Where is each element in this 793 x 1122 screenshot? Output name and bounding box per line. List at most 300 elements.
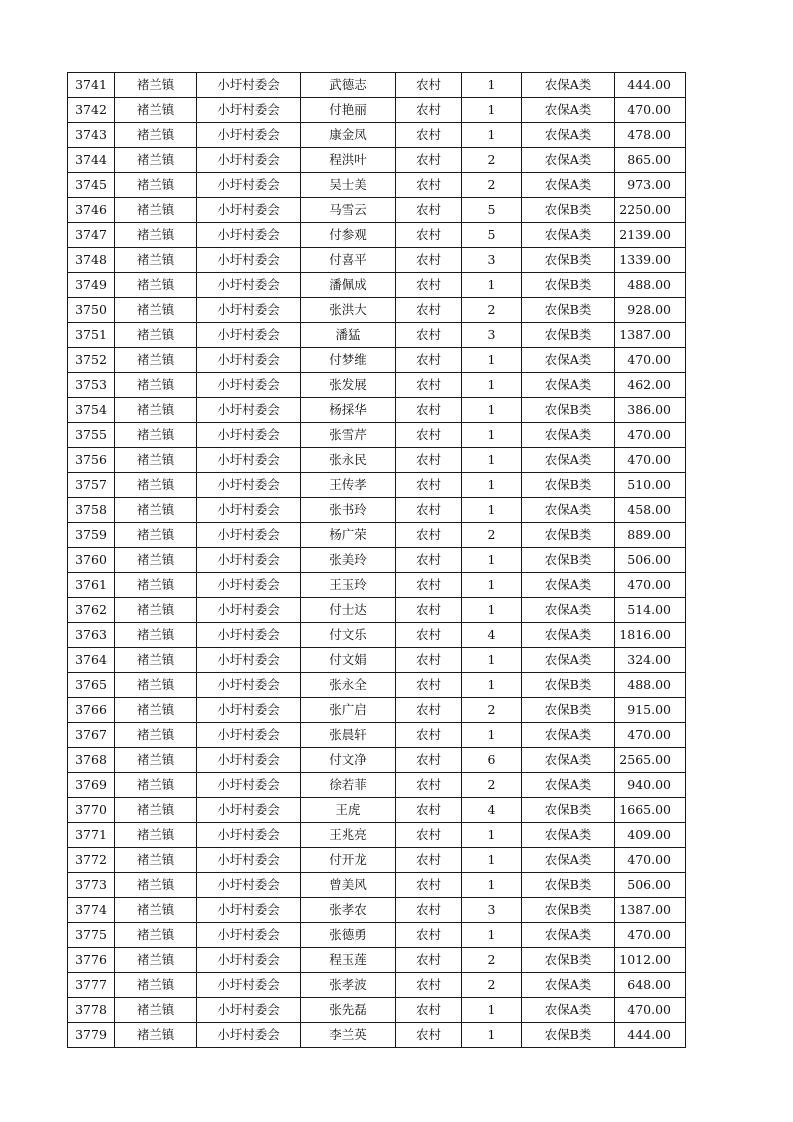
household-size-cell: 1 xyxy=(462,598,522,623)
town-cell: 褚兰镇 xyxy=(115,823,197,848)
serial-cell: 3741 xyxy=(68,73,115,98)
household-size-cell: 1 xyxy=(462,98,522,123)
village-committee-cell: 小圩村委会 xyxy=(197,898,301,923)
household-size-cell: 1 xyxy=(462,998,522,1023)
serial-cell: 3779 xyxy=(68,1023,115,1048)
household-size-cell: 3 xyxy=(462,898,522,923)
household-size-cell: 1 xyxy=(462,723,522,748)
insurance-category-cell: 农保B类 xyxy=(522,523,615,548)
name-cell: 张发展 xyxy=(301,373,396,398)
amount-cell: 386.00 xyxy=(615,398,686,423)
village-committee-cell: 小圩村委会 xyxy=(197,448,301,473)
town-cell: 褚兰镇 xyxy=(115,373,197,398)
table-row xyxy=(68,498,686,523)
amount-cell: 470.00 xyxy=(615,723,686,748)
insurance-category-cell: 农保A类 xyxy=(522,223,615,248)
village-committee-cell: 小圩村委会 xyxy=(197,523,301,548)
serial-cell: 3765 xyxy=(68,673,115,698)
village-committee-cell: 小圩村委会 xyxy=(197,648,301,673)
name-cell: 付文娟 xyxy=(301,648,396,673)
amount-cell: 470.00 xyxy=(615,848,686,873)
serial-cell: 3757 xyxy=(68,473,115,498)
name-cell: 张德勇 xyxy=(301,923,396,948)
area-type-cell: 农村 xyxy=(396,723,462,748)
table-row xyxy=(68,573,686,598)
insurance-category-cell: 农保B类 xyxy=(522,948,615,973)
area-type-cell: 农村 xyxy=(396,948,462,973)
area-type-cell: 农村 xyxy=(396,273,462,298)
area-type-cell: 农村 xyxy=(396,223,462,248)
table-row xyxy=(68,823,686,848)
household-size-cell: 1 xyxy=(462,923,522,948)
name-cell: 付士达 xyxy=(301,598,396,623)
town-cell: 褚兰镇 xyxy=(115,923,197,948)
town-cell: 褚兰镇 xyxy=(115,323,197,348)
village-committee-cell: 小圩村委会 xyxy=(197,148,301,173)
town-cell: 褚兰镇 xyxy=(115,198,197,223)
area-type-cell: 农村 xyxy=(396,1023,462,1048)
area-type-cell: 农村 xyxy=(396,298,462,323)
area-type-cell: 农村 xyxy=(396,848,462,873)
serial-cell: 3754 xyxy=(68,398,115,423)
household-size-cell: 1 xyxy=(462,73,522,98)
village-committee-cell: 小圩村委会 xyxy=(197,173,301,198)
insurance-category-cell: 农保B类 xyxy=(522,398,615,423)
household-size-cell: 1 xyxy=(462,473,522,498)
household-size-cell: 1 xyxy=(462,398,522,423)
household-size-cell: 2 xyxy=(462,298,522,323)
insurance-category-cell: 农保B类 xyxy=(522,1023,615,1048)
name-cell: 张先磊 xyxy=(301,998,396,1023)
name-cell: 马雪云 xyxy=(301,198,396,223)
insurance-category-cell: 农保A类 xyxy=(522,498,615,523)
amount-cell: 2250.00 xyxy=(615,198,686,223)
area-type-cell: 农村 xyxy=(396,673,462,698)
insurance-category-cell: 农保B类 xyxy=(522,873,615,898)
insurance-category-cell: 农保A类 xyxy=(522,423,615,448)
town-cell: 褚兰镇 xyxy=(115,1023,197,1048)
area-type-cell: 农村 xyxy=(396,198,462,223)
village-committee-cell: 小圩村委会 xyxy=(197,798,301,823)
amount-cell: 1665.00 xyxy=(615,798,686,823)
amount-cell: 865.00 xyxy=(615,148,686,173)
village-committee-cell: 小圩村委会 xyxy=(197,1023,301,1048)
amount-cell: 940.00 xyxy=(615,773,686,798)
household-size-cell: 1 xyxy=(462,1023,522,1048)
table-row xyxy=(68,198,686,223)
insurance-category-cell: 农保B类 xyxy=(522,248,615,273)
village-committee-cell: 小圩村委会 xyxy=(197,198,301,223)
town-cell: 褚兰镇 xyxy=(115,698,197,723)
table-row xyxy=(68,623,686,648)
table-row xyxy=(68,873,686,898)
insurance-category-cell: 农保B类 xyxy=(522,298,615,323)
area-type-cell: 农村 xyxy=(396,148,462,173)
table-row xyxy=(68,898,686,923)
insurance-category-cell: 农保B类 xyxy=(522,673,615,698)
insurance-category-cell: 农保B类 xyxy=(522,273,615,298)
household-size-cell: 1 xyxy=(462,498,522,523)
amount-cell: 470.00 xyxy=(615,98,686,123)
household-size-cell: 4 xyxy=(462,798,522,823)
area-type-cell: 农村 xyxy=(396,323,462,348)
town-cell: 褚兰镇 xyxy=(115,723,197,748)
amount-cell: 915.00 xyxy=(615,698,686,723)
amount-cell: 510.00 xyxy=(615,473,686,498)
village-committee-cell: 小圩村委会 xyxy=(197,473,301,498)
town-cell: 褚兰镇 xyxy=(115,623,197,648)
insurance-category-cell: 农保B类 xyxy=(522,198,615,223)
town-cell: 褚兰镇 xyxy=(115,398,197,423)
town-cell: 褚兰镇 xyxy=(115,448,197,473)
name-cell: 张永全 xyxy=(301,673,396,698)
household-size-cell: 1 xyxy=(462,848,522,873)
serial-cell: 3759 xyxy=(68,523,115,548)
village-committee-cell: 小圩村委会 xyxy=(197,373,301,398)
household-size-cell: 2 xyxy=(462,148,522,173)
insurance-category-cell: 农保A类 xyxy=(522,723,615,748)
insurance-category-cell: 农保A类 xyxy=(522,173,615,198)
table-row xyxy=(68,398,686,423)
area-type-cell: 农村 xyxy=(396,373,462,398)
amount-cell: 1012.00 xyxy=(615,948,686,973)
table-row xyxy=(68,923,686,948)
serial-cell: 3761 xyxy=(68,573,115,598)
table-row xyxy=(68,848,686,873)
serial-cell: 3750 xyxy=(68,298,115,323)
insurance-category-cell: 农保B类 xyxy=(522,548,615,573)
household-size-cell: 1 xyxy=(462,573,522,598)
village-committee-cell: 小圩村委会 xyxy=(197,348,301,373)
amount-cell: 2139.00 xyxy=(615,223,686,248)
table-row xyxy=(68,1023,686,1048)
town-cell: 褚兰镇 xyxy=(115,498,197,523)
town-cell: 褚兰镇 xyxy=(115,73,197,98)
serial-cell: 3760 xyxy=(68,548,115,573)
name-cell: 杨广荣 xyxy=(301,523,396,548)
village-committee-cell: 小圩村委会 xyxy=(197,973,301,998)
amount-cell: 889.00 xyxy=(615,523,686,548)
amount-cell: 444.00 xyxy=(615,1023,686,1048)
area-type-cell: 农村 xyxy=(396,773,462,798)
amount-cell: 1816.00 xyxy=(615,623,686,648)
household-size-cell: 1 xyxy=(462,673,522,698)
table-row xyxy=(68,173,686,198)
table-row xyxy=(68,423,686,448)
table-row xyxy=(68,448,686,473)
town-cell: 褚兰镇 xyxy=(115,298,197,323)
area-type-cell: 农村 xyxy=(396,98,462,123)
area-type-cell: 农村 xyxy=(396,423,462,448)
amount-cell: 1339.00 xyxy=(615,248,686,273)
name-cell: 付喜平 xyxy=(301,248,396,273)
household-size-cell: 2 xyxy=(462,773,522,798)
area-type-cell: 农村 xyxy=(396,798,462,823)
area-type-cell: 农村 xyxy=(396,873,462,898)
area-type-cell: 农村 xyxy=(396,498,462,523)
insurance-category-cell: 农保A类 xyxy=(522,448,615,473)
table-row xyxy=(68,323,686,348)
name-cell: 康金凤 xyxy=(301,123,396,148)
area-type-cell: 农村 xyxy=(396,623,462,648)
household-size-cell: 2 xyxy=(462,973,522,998)
household-size-cell: 3 xyxy=(462,248,522,273)
insurance-category-cell: 农保A类 xyxy=(522,373,615,398)
insurance-category-cell: 农保A类 xyxy=(522,773,615,798)
area-type-cell: 农村 xyxy=(396,173,462,198)
insurance-category-cell: 农保B类 xyxy=(522,473,615,498)
serial-cell: 3773 xyxy=(68,873,115,898)
village-committee-cell: 小圩村委会 xyxy=(197,398,301,423)
table-row xyxy=(68,798,686,823)
insurance-category-cell: 农保B类 xyxy=(522,898,615,923)
table-body xyxy=(68,73,686,1048)
amount-cell: 648.00 xyxy=(615,973,686,998)
name-cell: 张晨轩 xyxy=(301,723,396,748)
serial-cell: 3742 xyxy=(68,98,115,123)
table-row xyxy=(68,273,686,298)
area-type-cell: 农村 xyxy=(396,473,462,498)
serial-cell: 3749 xyxy=(68,273,115,298)
insurance-category-cell: 农保A类 xyxy=(522,348,615,373)
name-cell: 王传孝 xyxy=(301,473,396,498)
amount-cell: 2565.00 xyxy=(615,748,686,773)
insurance-category-cell: 农保A类 xyxy=(522,598,615,623)
area-type-cell: 农村 xyxy=(396,923,462,948)
amount-cell: 470.00 xyxy=(615,998,686,1023)
village-committee-cell: 小圩村委会 xyxy=(197,73,301,98)
serial-cell: 3748 xyxy=(68,248,115,273)
insurance-category-cell: 农保A类 xyxy=(522,998,615,1023)
serial-cell: 3755 xyxy=(68,423,115,448)
serial-cell: 3770 xyxy=(68,798,115,823)
household-size-cell: 1 xyxy=(462,348,522,373)
serial-cell: 3743 xyxy=(68,123,115,148)
insurance-category-cell: 农保A类 xyxy=(522,748,615,773)
serial-cell: 3766 xyxy=(68,698,115,723)
name-cell: 付艳丽 xyxy=(301,98,396,123)
name-cell: 吴士美 xyxy=(301,173,396,198)
insurance-category-cell: 农保A类 xyxy=(522,148,615,173)
area-type-cell: 农村 xyxy=(396,823,462,848)
name-cell: 付梦维 xyxy=(301,348,396,373)
area-type-cell: 农村 xyxy=(396,998,462,1023)
serial-cell: 3769 xyxy=(68,773,115,798)
village-committee-cell: 小圩村委会 xyxy=(197,923,301,948)
household-size-cell: 5 xyxy=(462,198,522,223)
name-cell: 潘佩成 xyxy=(301,273,396,298)
serial-cell: 3777 xyxy=(68,973,115,998)
town-cell: 褚兰镇 xyxy=(115,423,197,448)
village-committee-cell: 小圩村委会 xyxy=(197,323,301,348)
village-committee-cell: 小圩村委会 xyxy=(197,598,301,623)
village-committee-cell: 小圩村委会 xyxy=(197,723,301,748)
serial-cell: 3768 xyxy=(68,748,115,773)
town-cell: 褚兰镇 xyxy=(115,548,197,573)
table-row xyxy=(68,148,686,173)
household-size-cell: 2 xyxy=(462,523,522,548)
serial-cell: 3753 xyxy=(68,373,115,398)
area-type-cell: 农村 xyxy=(396,348,462,373)
table-row xyxy=(68,973,686,998)
town-cell: 褚兰镇 xyxy=(115,273,197,298)
amount-cell: 478.00 xyxy=(615,123,686,148)
village-committee-cell: 小圩村委会 xyxy=(197,623,301,648)
town-cell: 褚兰镇 xyxy=(115,948,197,973)
name-cell: 程玉莲 xyxy=(301,948,396,973)
table-row xyxy=(68,373,686,398)
area-type-cell: 农村 xyxy=(396,123,462,148)
town-cell: 褚兰镇 xyxy=(115,673,197,698)
area-type-cell: 农村 xyxy=(396,973,462,998)
village-committee-cell: 小圩村委会 xyxy=(197,948,301,973)
area-type-cell: 农村 xyxy=(396,398,462,423)
area-type-cell: 农村 xyxy=(396,898,462,923)
amount-cell: 973.00 xyxy=(615,173,686,198)
serial-cell: 3775 xyxy=(68,923,115,948)
amount-cell: 470.00 xyxy=(615,923,686,948)
table-row xyxy=(68,698,686,723)
town-cell: 褚兰镇 xyxy=(115,248,197,273)
insurance-category-cell: 农保A类 xyxy=(522,848,615,873)
amount-cell: 470.00 xyxy=(615,423,686,448)
village-committee-cell: 小圩村委会 xyxy=(197,98,301,123)
household-size-cell: 1 xyxy=(462,873,522,898)
amount-cell: 462.00 xyxy=(615,373,686,398)
table-row xyxy=(68,948,686,973)
serial-cell: 3762 xyxy=(68,598,115,623)
name-cell: 王玉玲 xyxy=(301,573,396,598)
town-cell: 褚兰镇 xyxy=(115,223,197,248)
serial-cell: 3747 xyxy=(68,223,115,248)
insurance-category-cell: 农保B类 xyxy=(522,798,615,823)
name-cell: 张书玲 xyxy=(301,498,396,523)
serial-cell: 3752 xyxy=(68,348,115,373)
name-cell: 王兆亮 xyxy=(301,823,396,848)
amount-cell: 488.00 xyxy=(615,273,686,298)
benefit-table xyxy=(67,72,686,1048)
household-size-cell: 1 xyxy=(462,823,522,848)
town-cell: 褚兰镇 xyxy=(115,848,197,873)
village-committee-cell: 小圩村委会 xyxy=(197,873,301,898)
household-size-cell: 4 xyxy=(462,623,522,648)
household-size-cell: 2 xyxy=(462,698,522,723)
serial-cell: 3746 xyxy=(68,198,115,223)
area-type-cell: 农村 xyxy=(396,598,462,623)
name-cell: 付文净 xyxy=(301,748,396,773)
town-cell: 褚兰镇 xyxy=(115,898,197,923)
serial-cell: 3758 xyxy=(68,498,115,523)
amount-cell: 470.00 xyxy=(615,448,686,473)
area-type-cell: 农村 xyxy=(396,573,462,598)
town-cell: 褚兰镇 xyxy=(115,473,197,498)
serial-cell: 3771 xyxy=(68,823,115,848)
insurance-category-cell: 农保A类 xyxy=(522,923,615,948)
table-row xyxy=(68,598,686,623)
name-cell: 张永民 xyxy=(301,448,396,473)
serial-cell: 3767 xyxy=(68,723,115,748)
insurance-category-cell: 农保A类 xyxy=(522,648,615,673)
name-cell: 武德志 xyxy=(301,73,396,98)
household-size-cell: 2 xyxy=(462,173,522,198)
amount-cell: 458.00 xyxy=(615,498,686,523)
name-cell: 杨採华 xyxy=(301,398,396,423)
serial-cell: 3772 xyxy=(68,848,115,873)
table-row xyxy=(68,673,686,698)
household-size-cell: 1 xyxy=(462,423,522,448)
village-committee-cell: 小圩村委会 xyxy=(197,423,301,448)
amount-cell: 470.00 xyxy=(615,348,686,373)
table-row xyxy=(68,748,686,773)
amount-cell: 928.00 xyxy=(615,298,686,323)
table-row xyxy=(68,298,686,323)
town-cell: 褚兰镇 xyxy=(115,173,197,198)
amount-cell: 506.00 xyxy=(615,548,686,573)
insurance-category-cell: 农保B类 xyxy=(522,323,615,348)
household-size-cell: 1 xyxy=(462,123,522,148)
insurance-category-cell: 农保A类 xyxy=(522,573,615,598)
town-cell: 褚兰镇 xyxy=(115,123,197,148)
amount-cell: 470.00 xyxy=(615,573,686,598)
area-type-cell: 农村 xyxy=(396,548,462,573)
table-row xyxy=(68,523,686,548)
amount-cell: 506.00 xyxy=(615,873,686,898)
town-cell: 褚兰镇 xyxy=(115,523,197,548)
town-cell: 褚兰镇 xyxy=(115,598,197,623)
serial-cell: 3764 xyxy=(68,648,115,673)
village-committee-cell: 小圩村委会 xyxy=(197,223,301,248)
village-committee-cell: 小圩村委会 xyxy=(197,548,301,573)
table-row xyxy=(68,73,686,98)
name-cell: 王虎 xyxy=(301,798,396,823)
town-cell: 褚兰镇 xyxy=(115,998,197,1023)
village-committee-cell: 小圩村委会 xyxy=(197,298,301,323)
table-row xyxy=(68,123,686,148)
household-size-cell: 5 xyxy=(462,223,522,248)
household-size-cell: 1 xyxy=(462,548,522,573)
table-row xyxy=(68,998,686,1023)
village-committee-cell: 小圩村委会 xyxy=(197,848,301,873)
serial-cell: 3751 xyxy=(68,323,115,348)
area-type-cell: 农村 xyxy=(396,523,462,548)
area-type-cell: 农村 xyxy=(396,648,462,673)
household-size-cell: 1 xyxy=(462,448,522,473)
household-size-cell: 2 xyxy=(462,948,522,973)
name-cell: 徐若菲 xyxy=(301,773,396,798)
town-cell: 褚兰镇 xyxy=(115,798,197,823)
name-cell: 张广启 xyxy=(301,698,396,723)
name-cell: 张雪芹 xyxy=(301,423,396,448)
amount-cell: 444.00 xyxy=(615,73,686,98)
table-row xyxy=(68,223,686,248)
serial-cell: 3744 xyxy=(68,148,115,173)
name-cell: 张美玲 xyxy=(301,548,396,573)
village-committee-cell: 小圩村委会 xyxy=(197,748,301,773)
insurance-category-cell: 农保B类 xyxy=(522,698,615,723)
town-cell: 褚兰镇 xyxy=(115,98,197,123)
area-type-cell: 农村 xyxy=(396,748,462,773)
town-cell: 褚兰镇 xyxy=(115,148,197,173)
area-type-cell: 农村 xyxy=(396,448,462,473)
table-row xyxy=(68,473,686,498)
insurance-category-cell: 农保A类 xyxy=(522,973,615,998)
serial-cell: 3745 xyxy=(68,173,115,198)
table-row xyxy=(68,548,686,573)
town-cell: 褚兰镇 xyxy=(115,573,197,598)
table-row xyxy=(68,723,686,748)
village-committee-cell: 小圩村委会 xyxy=(197,998,301,1023)
name-cell: 付开龙 xyxy=(301,848,396,873)
